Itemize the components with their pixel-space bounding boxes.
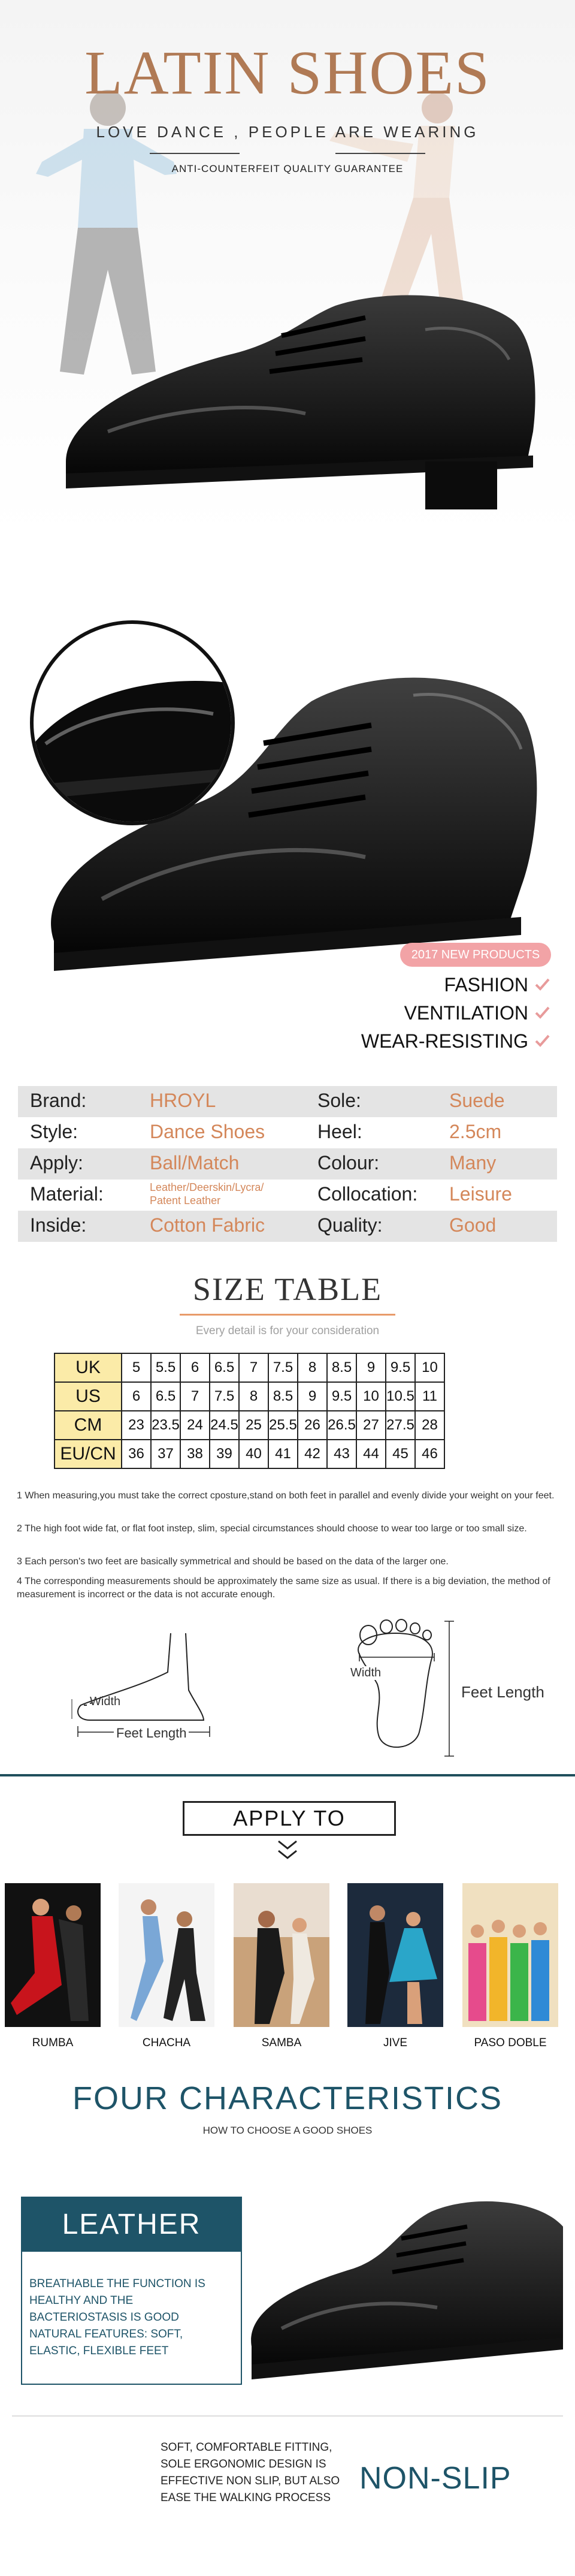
feet-length-label: Feet Length — [461, 1683, 544, 1701]
leather-description: BREATHABLE THE FUNCTION IS HEALTHY AND THE BACTERIOSTASIS IS GOOD NATURAL FEATURES: SOFT, ELASTIC, FLEXIBLE FEET — [29, 2278, 205, 2357]
dance-photo-rumba — [5, 1883, 101, 2027]
spec-table — [0, 1086, 575, 1248]
check-icon — [534, 977, 550, 993]
table-cell: 43 — [327, 1440, 356, 1468]
spec-value: Suede — [449, 1090, 505, 1111]
measurement-note: 4 The corresponding measurements should be approximately the same size as usual. If there is a big deviation, the method of measurement is incorrect or the data is not accurate enough. — [17, 1576, 550, 1600]
characteristics-subtitle: HOW TO CHOOSE A GOOD SHOES — [202, 2125, 373, 2136]
table-cell: 37 — [151, 1440, 180, 1468]
table-cell: 6 — [122, 1382, 151, 1411]
table-cell: 38 — [180, 1440, 210, 1468]
spec-value: Leisure — [449, 1183, 512, 1205]
hero-banner — [0, 0, 575, 539]
table-cell: 39 — [210, 1440, 239, 1468]
shoe-product-image — [54, 282, 551, 521]
table-cell: 23.5 — [151, 1411, 180, 1440]
spec-label: Collocation: — [317, 1183, 418, 1205]
table-cell: 36 — [122, 1440, 151, 1468]
table-cell: 41 — [268, 1440, 298, 1468]
nonslip-title: NON-SLIP — [359, 2461, 512, 2496]
divider — [0, 1774, 575, 1776]
size-chart — [54, 1353, 445, 1469]
apply-to-section — [0, 1774, 575, 2056]
check-icon — [534, 1005, 550, 1021]
leather-card — [21, 2197, 242, 2385]
dance-label: JIVE — [383, 2037, 408, 2049]
spec-row — [18, 1148, 557, 1180]
feature-label: VENTILATION — [404, 1002, 528, 1024]
size-table-title: SIZE TABLE — [192, 1271, 383, 1307]
feature-label: WEAR-RESISTING — [361, 1030, 528, 1052]
table-cell: 7 — [180, 1382, 210, 1411]
table-cell: 10 — [356, 1382, 386, 1411]
row-header: EU/CN — [55, 1440, 122, 1468]
table-row — [55, 1353, 444, 1382]
spec-label: Heel: — [317, 1121, 362, 1142]
spec-label: Quality: — [317, 1214, 383, 1236]
table-cell: 6.5 — [210, 1353, 239, 1382]
spec-row — [18, 1117, 557, 1148]
table-cell: 10.5 — [386, 1382, 415, 1411]
shoe-product-image — [240, 2191, 563, 2388]
feature-label: FASHION — [444, 974, 528, 996]
hero-title: LATIN SHOES — [84, 38, 491, 107]
apply-to-title: APPLY TO — [183, 1801, 396, 1836]
table-cell: 7.5 — [268, 1353, 298, 1382]
width-label: Width — [90, 1695, 121, 1708]
leather-title: LEATHER — [22, 2198, 241, 2252]
spec-label: Apply: — [30, 1152, 83, 1174]
divider — [12, 2415, 563, 2417]
spec-value: Good — [449, 1214, 497, 1236]
footprint-diagram — [335, 1618, 455, 1762]
new-product-badge: 2017 NEW PRODUCTS — [400, 943, 551, 967]
table-cell: 24 — [180, 1411, 210, 1440]
table-cell: 7 — [239, 1353, 268, 1382]
shoe-toe-closeup — [34, 624, 231, 822]
characteristics-title: FOUR CHARACTERISTICS — [72, 2080, 503, 2116]
dance-label: RUMBA — [32, 2037, 74, 2049]
product-detail — [0, 557, 575, 1097]
table-cell: 5 — [122, 1353, 151, 1382]
table-cell: 8.5 — [268, 1382, 298, 1411]
table-cell: 27 — [356, 1411, 386, 1440]
table-cell: 46 — [415, 1440, 444, 1468]
spec-value: HROYL — [150, 1090, 216, 1111]
table-cell: 8.5 — [327, 1353, 356, 1382]
table-cell: 25 — [239, 1411, 268, 1440]
spec-row — [18, 1086, 557, 1117]
table-cell: 44 — [356, 1440, 386, 1468]
row-header: UK — [55, 1353, 122, 1382]
table-cell: 7.5 — [210, 1382, 239, 1411]
size-table-section — [0, 1259, 575, 1774]
row-header: CM — [55, 1411, 122, 1440]
table-cell: 42 — [298, 1440, 327, 1468]
spec-value: Many — [449, 1152, 497, 1174]
table-cell: 26 — [298, 1411, 327, 1440]
spec-value: Dance Shoes — [150, 1121, 265, 1142]
table-cell: 8 — [298, 1353, 327, 1382]
feet-length-label: Feet Length — [114, 1726, 189, 1741]
spec-label: Style: — [30, 1121, 78, 1142]
spec-label: Inside: — [30, 1214, 87, 1236]
table-row — [55, 1440, 444, 1468]
table-cell: 28 — [415, 1411, 444, 1440]
dance-photo-samba — [234, 1883, 329, 2027]
dance-photo-paso-doble — [462, 1883, 558, 2027]
table-cell: 8 — [239, 1382, 268, 1411]
table-cell: 23 — [122, 1411, 151, 1440]
dance-label: PASO DOBLE — [474, 2037, 547, 2049]
spec-label: Brand: — [30, 1090, 87, 1111]
guarantee-text: ANTI-COUNTERFEIT QUALITY GUARANTEE — [171, 163, 404, 174]
table-cell: 45 — [386, 1440, 415, 1468]
nonslip-description: SOFT, COMFORTABLE FITTING, SOLE ERGONOMIC DESIGN IS EFFECTIVE NON SLIP, BUT ALSO EASE THE WALKING PROCESS — [161, 2441, 340, 2504]
spec-value: Leather/Deerskin/Lycra/ Patent Leather — [150, 1181, 264, 1206]
divider — [180, 1314, 395, 1316]
table-cell: 11 — [415, 1382, 444, 1411]
table-cell: 24.5 — [210, 1411, 239, 1440]
spec-label: Sole: — [317, 1090, 361, 1111]
row-header: US — [55, 1382, 122, 1411]
table-cell: 10 — [415, 1353, 444, 1382]
spec-label: Colour: — [317, 1152, 380, 1174]
zoom-detail-circle — [30, 620, 235, 825]
characteristics-section — [0, 2062, 575, 2576]
width-label: Width — [350, 1666, 382, 1679]
table-cell: 6.5 — [151, 1382, 180, 1411]
measurement-note: 2 The high foot wide fat, or flat foot instep, slim, special circumstances should choose to wear too large or too small size. — [17, 1524, 527, 1534]
divider — [335, 153, 425, 154]
dance-label: SAMBA — [261, 2037, 302, 2049]
spec-row — [18, 1180, 557, 1211]
table-cell: 25.5 — [268, 1411, 298, 1440]
dance-photo-jive — [347, 1883, 443, 2027]
table-cell: 5.5 — [151, 1353, 180, 1382]
spec-value: Cotton Fabric — [150, 1214, 265, 1236]
table-cell: 6 — [180, 1353, 210, 1382]
size-table-subtitle: Every detail is for your consideration — [195, 1325, 380, 1337]
table-cell: 26.5 — [327, 1411, 356, 1440]
check-icon — [534, 1033, 550, 1049]
dance-photo-chacha — [119, 1883, 214, 2027]
measurement-note: 1 When measuring,you must take the correct cposture,stand on both feet in parallel and evenly divide your weight on your feet. — [17, 1491, 555, 1501]
chevron-down-icon — [276, 1848, 299, 1863]
spec-row — [18, 1211, 557, 1242]
measurement-note: 3 Each person's two feet are basically symmetrical and should be based on the data of the larger one. — [17, 1557, 449, 1567]
table-cell: 9 — [298, 1382, 327, 1411]
hero-subtitle: LOVE DANCE , PEOPLE ARE WEARING — [96, 123, 479, 141]
spec-label: Material: — [30, 1183, 104, 1205]
table-row — [55, 1382, 444, 1411]
table-cell: 40 — [239, 1440, 268, 1468]
spec-value: Ball/Match — [150, 1152, 240, 1174]
divider — [150, 153, 240, 154]
table-cell: 9.5 — [327, 1382, 356, 1411]
table-cell: 9.5 — [386, 1353, 415, 1382]
spec-value: 2.5cm — [449, 1121, 502, 1142]
table-cell: 9 — [356, 1353, 386, 1382]
dance-label: CHACHA — [142, 2037, 191, 2049]
table-cell: 27.5 — [386, 1411, 415, 1440]
foot-side-diagram — [66, 1630, 246, 1738]
table-row — [55, 1411, 444, 1440]
